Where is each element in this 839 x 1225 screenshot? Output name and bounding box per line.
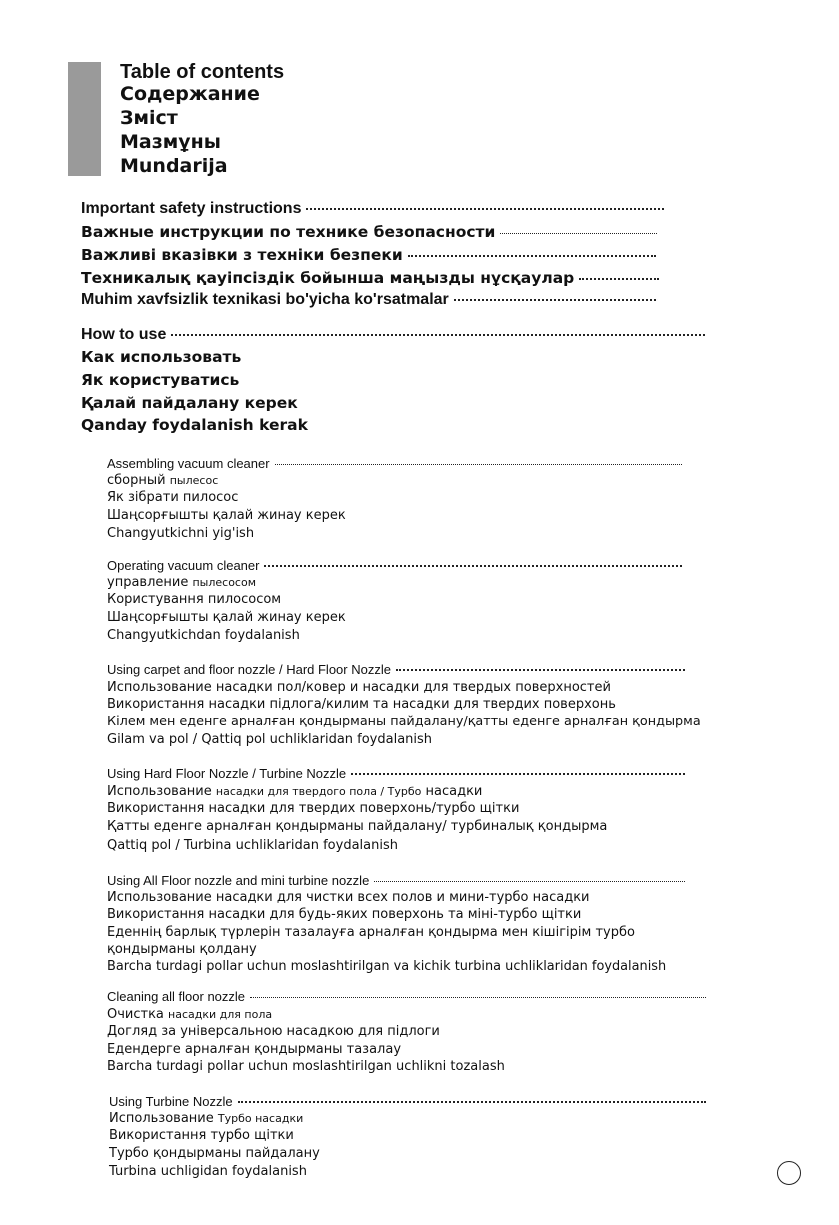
assembling-ru: сборный пылесос — [107, 473, 219, 488]
dot-leader — [250, 997, 706, 998]
toc-entry-label: Cleaning all floor nozzle — [107, 989, 246, 1004]
cleaning-nozzle-uz: Barcha turdagi pollar uchun moslashtirilgan uchlikni tozalash — [107, 1059, 505, 1074]
turbine-nozzle-ru: Использование Турбо насадки — [109, 1111, 304, 1126]
toc-entry-label: Важные инструкции по технике безопасности — [81, 223, 496, 241]
how-to-use-uz: Qanday foydalanish kerak — [81, 416, 308, 434]
dot-leader — [351, 773, 685, 775]
dot-leader — [396, 669, 685, 671]
carpet-floor-uz: Gilam va pol / Qattiq pol uchliklaridan foydalanish — [107, 732, 433, 747]
toc-entry-label: How to use — [81, 326, 167, 343]
toc-entry-how-to-use[interactable] — [81, 326, 705, 344]
toc-entry-cleaning-nozzle[interactable] — [107, 989, 706, 1004]
assembling-uz: Changyutkichni yig'ish — [107, 526, 255, 541]
how-to-use-uk: Як користуватись — [81, 371, 240, 389]
toc-entry-safety-kk[interactable] — [81, 269, 659, 287]
dot-leader — [238, 1101, 706, 1103]
all-floor-kk-line2: қондырманы қолдану — [107, 942, 257, 957]
toc-entry-all-floor-mini-turbine[interactable] — [107, 873, 685, 888]
toc-entry-label: Техникалық қауіпсіздік бойынша маңызды нұсқаулар — [81, 269, 575, 287]
toc-entry-safety[interactable] — [81, 200, 664, 218]
carpet-floor-kk: Кілем мен еденге арналған қондырманы пайдалану/қатты еденге арналған қондырма — [107, 714, 701, 729]
dot-leader — [171, 334, 705, 336]
operating-kk: Шаңсорғышты қалай жинау керек — [107, 610, 346, 625]
turbine-nozzle-kk: Турбо қондырманы пайдалану — [109, 1146, 320, 1161]
toc-entry-label: Important safety instructions — [81, 200, 302, 217]
title-kazakh: Мазмұны — [120, 131, 221, 153]
dot-leader — [264, 565, 682, 567]
operating-uz: Changyutkichdan foydalanish — [107, 628, 300, 643]
toc-entry-label: Using All Floor nozzle and mini turbine nozzle — [107, 873, 370, 888]
title-english: Table of contents — [120, 61, 285, 83]
dot-leader — [454, 299, 656, 301]
carpet-floor-ru: Использование насадки пол/ковер и насадки для твердых поверхностей — [107, 680, 611, 695]
operating-uk: Користування пилососом — [107, 592, 282, 607]
all-floor-kk-line1: Еденнің барлық түрлерін тазалауға арналған қондырма мен кішігірім турбо — [107, 925, 635, 940]
all-floor-uz: Barcha turdagi pollar uchun moslashtirilgan va kichik turbina uchliklaridan foydalanish — [107, 959, 667, 974]
toc-entry-safety-uz[interactable] — [81, 291, 656, 309]
title-accent-bar — [68, 62, 101, 176]
toc-entry-label: Operating vacuum cleaner — [107, 558, 260, 573]
toc-entry-label: Using Turbine Nozzle — [109, 1094, 233, 1109]
cleaning-nozzle-kk: Едендерге арналған қондырманы тазалау — [107, 1042, 402, 1057]
assembling-uk: Як зібрати пилосос — [107, 490, 239, 505]
carpet-floor-uk: Використання насадки підлога/килим та насадки для твердих поверхонь — [107, 697, 616, 712]
turbine-nozzle-uk: Використання турбо щітки — [109, 1128, 294, 1143]
toc-entry-hard-floor-turbine[interactable] — [107, 766, 685, 781]
all-floor-ru: Использование насадки для чистки всех полов и мини-турбо насадки — [107, 890, 590, 905]
toc-entry-assembling[interactable] — [107, 456, 682, 471]
toc-entry-label: Assembling vacuum cleaner — [107, 456, 270, 471]
hard-floor-turbine-kk: Қатты еденге арналған қондырманы пайдалану/ турбиналық қондырма — [107, 819, 608, 834]
title-uzbek: Mundarija — [120, 155, 228, 177]
toc-entry-label: Важливі вказівки з техніки безпеки — [81, 246, 403, 264]
hard-floor-turbine-uz: Qattiq pol / Turbina uchliklaridan foydalanish — [107, 838, 398, 853]
dot-leader — [408, 255, 656, 257]
toc-entry-label: Using carpet and floor nozzle / Hard Floor Nozzle — [107, 662, 391, 677]
dot-leader — [306, 208, 664, 210]
toc-entry-operating[interactable] — [107, 558, 682, 573]
how-to-use-ru: Как использовать — [81, 348, 242, 366]
cleaning-nozzle-ru: Очистка насадки для пола — [107, 1007, 273, 1022]
toc-entry-turbine-nozzle[interactable] — [109, 1094, 706, 1109]
dot-leader — [579, 278, 659, 280]
toc-entry-label: Using Hard Floor Nozzle / Turbine Nozzle — [107, 766, 347, 781]
dot-leader — [374, 881, 685, 882]
toc-entry-safety-uk[interactable] — [81, 246, 656, 264]
how-to-use-kk: Қалай пайдалану керек — [81, 394, 298, 412]
page-number-circle — [777, 1161, 801, 1185]
hard-floor-turbine-uk: Використання насадки для твердих поверхонь/турбо щітки — [107, 801, 520, 816]
all-floor-uk: Використання насадки для будь-яких поверхонь та міні-турбо щітки — [107, 907, 582, 922]
turbine-nozzle-uz: Turbina uchligidan foydalanish — [109, 1164, 307, 1179]
toc-entry-carpet-floor[interactable] — [107, 662, 685, 677]
assembling-kk: Шаңсорғышты қалай жинау керек — [107, 508, 346, 523]
dot-leader — [500, 233, 657, 234]
title-ukrainian: Зміст — [120, 107, 178, 129]
hard-floor-turbine-ru: Использование насадки для твердого пола / Турбо насадки — [107, 784, 483, 799]
cleaning-nozzle-uk: Догляд за універсальною насадкою для підлоги — [107, 1024, 440, 1039]
dot-leader — [275, 464, 682, 465]
operating-ru: управление пылесосом — [107, 575, 256, 590]
title-russian: Содержание — [120, 83, 260, 105]
toc-entry-safety-ru[interactable] — [81, 223, 657, 241]
toc-entry-label: Muhim xavfsizlik texnikasi bo'yicha ko'rsatmalar — [81, 291, 449, 308]
